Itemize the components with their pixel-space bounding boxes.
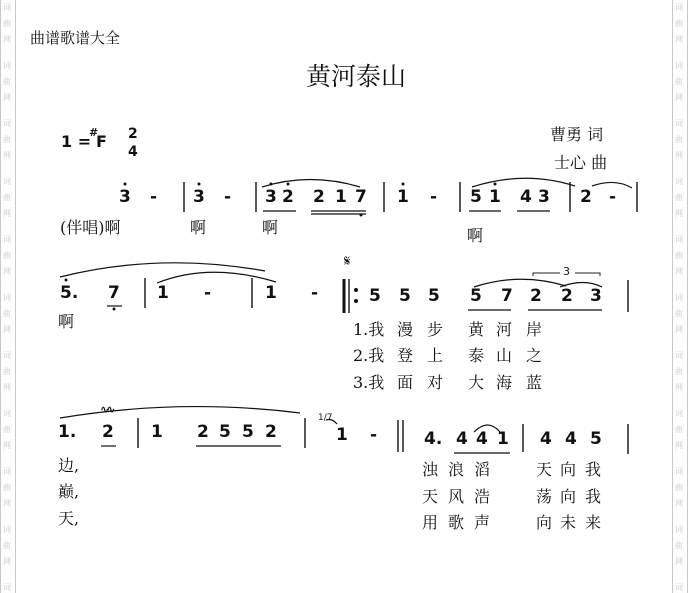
lyric: 啊 bbox=[262, 218, 279, 237]
watermark-glyph: 曲 bbox=[3, 251, 11, 260]
verse-1-lyric: 浪 bbox=[448, 460, 465, 479]
note: 4 bbox=[476, 429, 488, 449]
verse-3-lyric: 未 bbox=[560, 513, 577, 532]
verse-1-lyric: 河 bbox=[496, 320, 513, 339]
watermark-glyph: 曲 bbox=[675, 135, 683, 144]
verse-2-lyric: 上 bbox=[427, 346, 444, 365]
lyric: 巅, bbox=[58, 482, 80, 501]
watermark-glyph: 词 bbox=[3, 409, 11, 418]
mordent-mark: ∿∿ bbox=[100, 403, 113, 416]
watermark-glyph: 网 bbox=[3, 93, 11, 102]
verse-1-lyric: 岸 bbox=[526, 320, 543, 339]
verse-2-lyric: 我 bbox=[585, 487, 602, 506]
note: 5 bbox=[369, 286, 381, 306]
fermata-mark: 1/7 bbox=[318, 413, 333, 423]
verse-3-lyric: 声 bbox=[474, 513, 491, 532]
note: 1 bbox=[157, 283, 169, 303]
octave-dots bbox=[65, 183, 497, 311]
watermark-glyph: 网 bbox=[3, 383, 11, 392]
verse-1-lyric: 天 bbox=[536, 460, 553, 479]
barlines bbox=[138, 182, 637, 454]
watermark-glyph: 曲 bbox=[675, 541, 683, 550]
composer-credit: 士心 曲 bbox=[554, 153, 608, 172]
note: 3 bbox=[590, 286, 602, 306]
note: 7 bbox=[108, 283, 120, 303]
verse-2-lyric: 浩 bbox=[474, 487, 491, 506]
watermark-glyph: 网 bbox=[675, 499, 683, 508]
verse-3-lyric: 蓝 bbox=[526, 373, 543, 392]
lyric: 啊 bbox=[467, 226, 484, 245]
verse-1-lyric: 1.我 bbox=[353, 320, 385, 339]
note: 2 bbox=[282, 187, 294, 207]
note: 2 bbox=[530, 286, 542, 306]
watermark-glyph: 网 bbox=[675, 383, 683, 392]
slurs bbox=[60, 178, 632, 432]
note-dash: - bbox=[204, 283, 212, 303]
watermark-glyph: 网 bbox=[675, 209, 683, 218]
watermark-glyph: 网 bbox=[3, 267, 11, 276]
note: 5 bbox=[399, 286, 411, 306]
note-dash: - bbox=[150, 187, 158, 207]
note: 3 bbox=[265, 187, 277, 207]
watermark-glyph: 曲 bbox=[675, 483, 683, 492]
note-dash: - bbox=[311, 283, 319, 303]
verse-2-lyric: 风 bbox=[448, 487, 465, 506]
note: 2 bbox=[197, 422, 209, 442]
time-signature-top: 2 bbox=[128, 126, 138, 142]
watermark-glyph: 曲 bbox=[3, 193, 11, 202]
watermark-glyph: 网 bbox=[3, 325, 11, 334]
watermark-glyph: 曲 bbox=[675, 19, 683, 28]
watermark-glyph: 词 bbox=[675, 583, 683, 592]
verse-2-lyric: 之 bbox=[526, 346, 543, 365]
note: 1 bbox=[151, 422, 163, 442]
verse-1-lyric: 滔 bbox=[474, 460, 491, 479]
verse-2-lyric: 荡 bbox=[536, 487, 553, 506]
note: 1 bbox=[489, 187, 501, 207]
verse-1-lyric: 步 bbox=[427, 320, 444, 339]
key-signature: 1 = bbox=[61, 132, 92, 151]
watermark-glyph: 网 bbox=[3, 441, 11, 450]
verse-3-lyric: 向 bbox=[536, 513, 553, 532]
watermark-glyph: 词 bbox=[3, 61, 11, 70]
watermark-glyph: 网 bbox=[3, 35, 11, 44]
watermark-glyph: 曲 bbox=[3, 309, 11, 318]
note: 3 bbox=[538, 187, 550, 207]
verse-2-lyric: 天 bbox=[422, 487, 439, 506]
verse-2-lyric: 山 bbox=[496, 346, 513, 365]
verse-3-lyric: 用 bbox=[422, 513, 439, 532]
watermark-glyph: 曲 bbox=[3, 425, 11, 434]
note: 5 bbox=[470, 187, 482, 207]
watermark-glyph: 词 bbox=[675, 177, 683, 186]
watermark-glyph: 曲 bbox=[3, 77, 11, 86]
watermark-glyph: 词 bbox=[3, 177, 11, 186]
lyric: 啊 bbox=[190, 218, 207, 237]
note: 5 bbox=[242, 422, 254, 442]
watermark-glyph: 曲 bbox=[3, 483, 11, 492]
watermark-glyph: 网 bbox=[3, 499, 11, 508]
watermark-glyph: 网 bbox=[675, 35, 683, 44]
note: 4 bbox=[456, 429, 468, 449]
watermark-glyph: 词 bbox=[3, 293, 11, 302]
watermark-glyph: 词 bbox=[675, 3, 683, 12]
watermark-glyph: 网 bbox=[675, 93, 683, 102]
note-dash: - bbox=[224, 187, 232, 207]
watermark-glyph: 词 bbox=[3, 525, 11, 534]
note: 2 bbox=[561, 286, 573, 306]
note: 1 bbox=[397, 187, 409, 207]
watermark-glyph: 词 bbox=[675, 351, 683, 360]
note: 3 bbox=[193, 187, 205, 207]
note: 1 bbox=[497, 429, 509, 449]
note: 1 bbox=[335, 187, 347, 207]
verse-3-lyric: 歌 bbox=[448, 513, 465, 532]
segno-sign: 𝄋 bbox=[344, 252, 351, 270]
note: 1 bbox=[265, 283, 277, 303]
triplet-bracket bbox=[533, 273, 600, 276]
watermark-glyph: 网 bbox=[675, 151, 683, 160]
watermark-glyph: 词 bbox=[675, 525, 683, 534]
triplet-mark: 3 bbox=[563, 265, 570, 278]
watermark-glyph: 曲 bbox=[3, 367, 11, 376]
watermark-glyph: 网 bbox=[3, 209, 11, 218]
verse-2-lyric: 泰 bbox=[468, 346, 485, 365]
verse-3-lyric: 来 bbox=[585, 513, 602, 532]
watermark-glyph: 曲 bbox=[3, 19, 11, 28]
note-dash: - bbox=[609, 187, 617, 207]
note: 4 bbox=[520, 187, 532, 207]
watermark-glyph: 网 bbox=[675, 267, 683, 276]
verse-3-lyric: 3.我 bbox=[353, 373, 385, 392]
lyric: (伴唱)啊 bbox=[60, 218, 121, 237]
verse-3-lyric: 对 bbox=[427, 373, 444, 392]
note: 5 bbox=[428, 286, 440, 306]
watermark-glyph: 网 bbox=[675, 325, 683, 334]
verse-1-lyric: 向 bbox=[560, 460, 577, 479]
watermark-glyph: 曲 bbox=[3, 135, 11, 144]
note: 2 bbox=[313, 187, 325, 207]
verse-1-lyric: 浊 bbox=[422, 460, 439, 479]
lyric: 啊 bbox=[58, 312, 75, 331]
watermark-glyph: 曲 bbox=[675, 367, 683, 376]
repeat-dots bbox=[354, 288, 358, 303]
watermark-glyph: 词 bbox=[675, 293, 683, 302]
note: 5. bbox=[60, 283, 79, 303]
lyric: 天, bbox=[58, 509, 80, 528]
watermark-glyph: 词 bbox=[3, 235, 11, 244]
key-sharp: # bbox=[89, 126, 99, 139]
watermark-glyph: 曲 bbox=[3, 541, 11, 550]
verse-1-lyric: 黄 bbox=[468, 320, 485, 339]
watermark-glyph: 曲 bbox=[675, 309, 683, 318]
note: 2 bbox=[580, 187, 592, 207]
verse-1-lyric: 我 bbox=[585, 460, 602, 479]
note: 4 bbox=[540, 429, 552, 449]
watermark-glyph: 曲 bbox=[675, 77, 683, 86]
watermark-glyph: 词 bbox=[3, 351, 11, 360]
watermark-glyph: 词 bbox=[3, 467, 11, 476]
watermark-glyph: 词 bbox=[675, 61, 683, 70]
watermark-glyph: 词 bbox=[3, 119, 11, 128]
note: 7 bbox=[501, 286, 513, 306]
verse-3-lyric: 大 bbox=[468, 373, 485, 392]
watermark-glyph: 网 bbox=[675, 557, 683, 566]
watermark-glyph: 曲 bbox=[675, 251, 683, 260]
note-dash: - bbox=[430, 187, 438, 207]
site-header: 曲谱歌谱大全 bbox=[30, 29, 121, 47]
note: 5 bbox=[590, 429, 602, 449]
song-title: 黄河泰山 bbox=[306, 62, 407, 91]
note: 1 bbox=[336, 425, 348, 445]
underlines bbox=[101, 211, 602, 453]
watermark-glyph: 词 bbox=[675, 467, 683, 476]
note: 4. bbox=[424, 429, 443, 449]
watermark-glyph: 词 bbox=[675, 235, 683, 244]
watermark-glyph: 曲 bbox=[675, 193, 683, 202]
note: 7 bbox=[355, 187, 367, 207]
time-signature-bottom: 4 bbox=[128, 144, 138, 160]
note: 4 bbox=[565, 429, 577, 449]
watermark-glyph: 词 bbox=[3, 3, 11, 12]
verse-3-lyric: 海 bbox=[496, 373, 513, 392]
note: 3 bbox=[119, 187, 131, 207]
watermark-glyph: 曲 bbox=[675, 425, 683, 434]
lyricist-credit: 曹勇 词 bbox=[550, 125, 604, 144]
watermark-glyph: 网 bbox=[3, 151, 11, 160]
note: 2 bbox=[265, 422, 277, 442]
note: 2 bbox=[102, 422, 114, 442]
lyric: 边, bbox=[58, 456, 80, 475]
note-dash: - bbox=[370, 425, 378, 445]
note: 5 bbox=[470, 286, 482, 306]
verse-2-lyric: 登 bbox=[397, 346, 414, 365]
verse-3-lyric: 面 bbox=[397, 373, 414, 392]
verse-2-lyric: 向 bbox=[560, 487, 577, 506]
key-note: F bbox=[96, 132, 107, 151]
verse-2-lyric: 2.我 bbox=[353, 346, 385, 365]
verse-1-lyric: 漫 bbox=[397, 320, 414, 339]
volta-ending: 1. bbox=[58, 422, 77, 442]
watermark-glyph: 词 bbox=[3, 583, 11, 592]
watermark-glyph: 词 bbox=[675, 409, 683, 418]
watermark-glyph: 词 bbox=[675, 119, 683, 128]
note: 5 bbox=[219, 422, 231, 442]
watermark-glyph: 网 bbox=[675, 441, 683, 450]
watermark-glyph: 网 bbox=[3, 557, 11, 566]
